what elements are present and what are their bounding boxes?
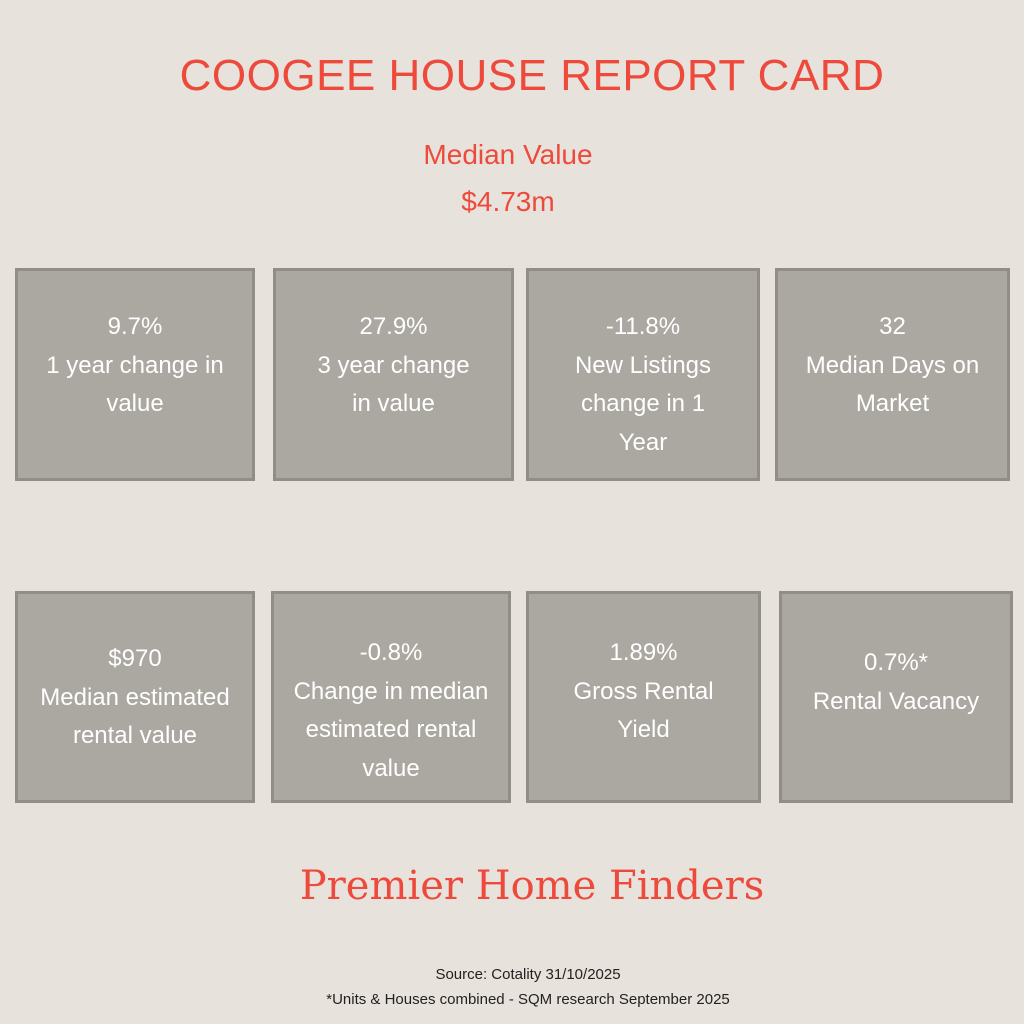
brand-logo-text: Premier Home Finders [299,863,765,909]
stat-label: Gross Rental [573,677,714,705]
stat-card-new-listings [526,268,760,481]
stat-value: 32 [879,313,906,340]
stat-label: Yield [617,716,670,743]
stat-label: Market [855,390,930,417]
stat-card-days-on-market [775,268,1010,481]
stat-card-rental-vacancy [779,591,1013,803]
stat-value: $970 [108,645,162,672]
stat-card-3-year-change [273,268,514,481]
stat-label: change in 1 [580,390,706,417]
median-value-label: Median Value [423,139,593,170]
stat-label: 1 year change in [46,351,224,379]
stat-label: estimated rental [305,716,477,743]
stat-card-rental-change [271,591,511,803]
stat-value: 27.9% [359,313,428,340]
source-footnote: Source: Cotality 31/10/2025 [435,966,621,983]
stat-value: 1.89% [609,639,678,666]
stat-label: rental value [72,722,198,749]
stat-label: Change in median [293,677,489,705]
stat-value: 9.7% [107,313,163,340]
stat-label: Median estimated [40,683,230,711]
stat-value: 0.7%* [863,649,929,676]
stat-label: 3 year change [317,351,470,379]
median-value-amount: $4.73m [461,186,555,217]
stat-value: -0.8% [359,639,423,666]
stat-label: value [106,390,164,417]
vacancy-footnote: *Units & Houses combined - SQM research September 2025 [326,991,730,1008]
stat-value: -11.8% [605,313,681,340]
stat-card-gross-yield [526,591,761,803]
page-title: COOGEE HOUSE REPORT CARD [179,51,885,100]
stat-label: Year [618,428,668,456]
stat-label: Median Days on [805,351,980,379]
stat-label: value [362,754,420,782]
stat-label: New Listings [574,351,712,379]
stat-label: Rental Vacancy [812,687,980,715]
stat-label: in value [352,390,435,417]
stat-card-median-rental [15,591,255,803]
stat-card-1-year-change [15,268,255,481]
